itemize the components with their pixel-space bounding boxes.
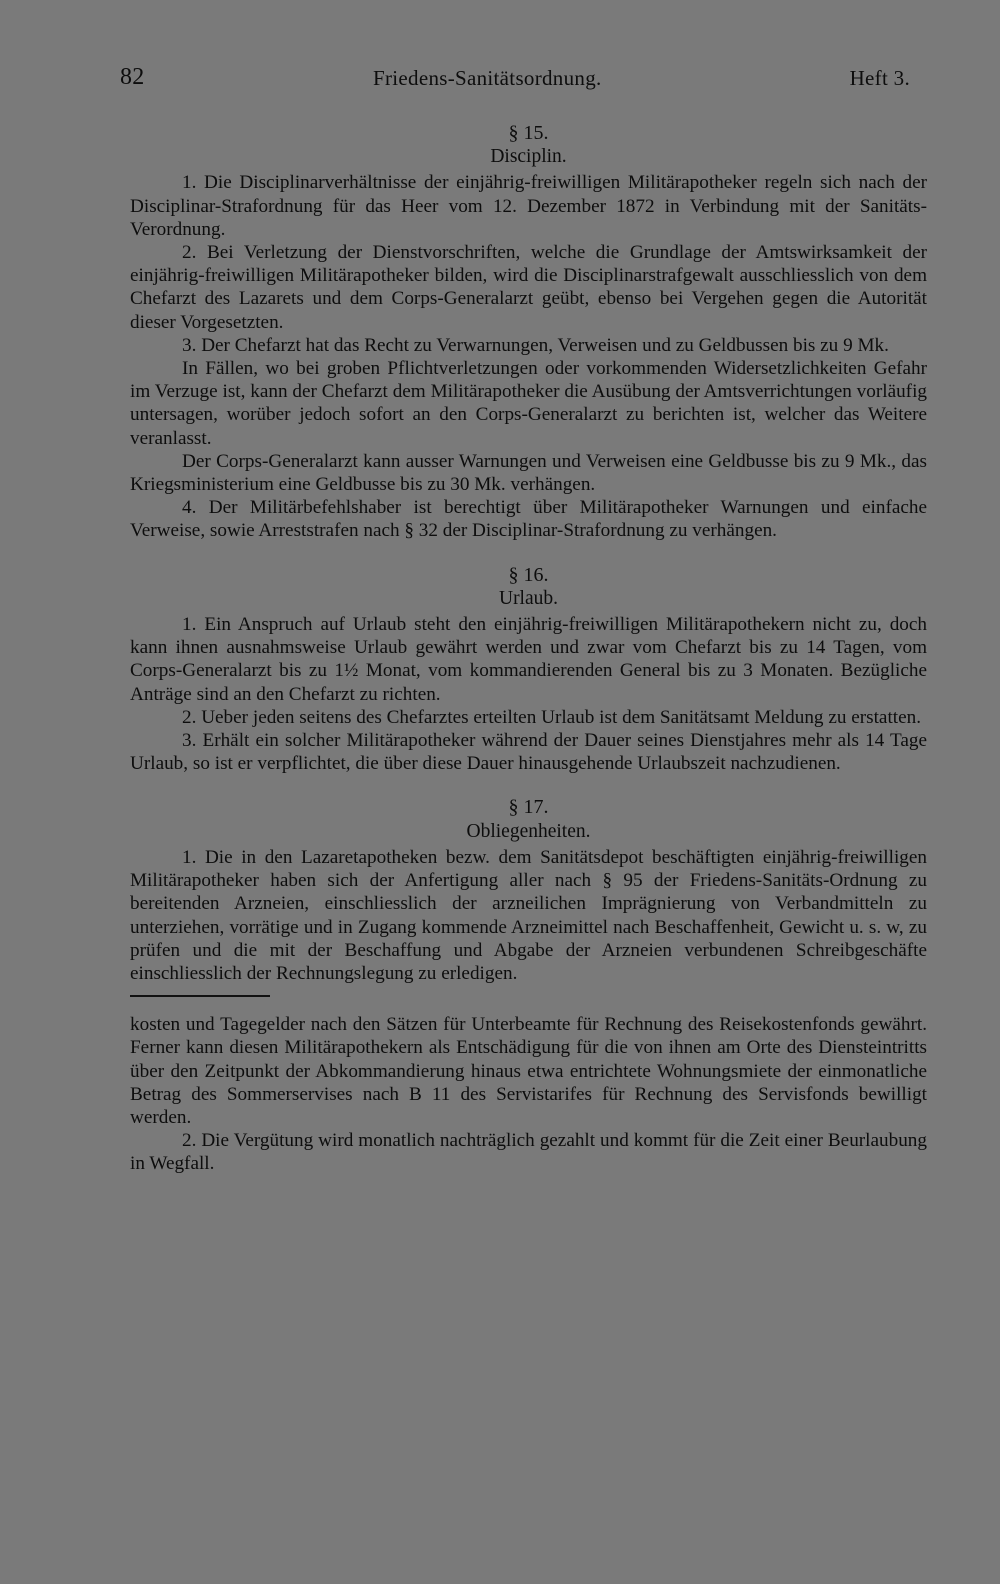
page-number: 82	[120, 64, 145, 90]
section-17	[130, 796, 927, 985]
paragraph: 3. Der Chefarzt hat das Recht zu Verwarnungen, Verweisen und zu Geldbussen bis zu 9 Mk.	[182, 334, 889, 356]
footnote-divider	[130, 995, 270, 997]
section-title: Obliegenheiten.	[466, 820, 591, 842]
footnote-paragraph: kosten und Tagegelder nach den Sätzen für Unterbeamte für Rechnung des Reisekostenfonds gewährt. Ferner kann diesen Militärapothekern als Entschädigung für die von ihnen am Orte des Diensteintritts über den Zeitpunkt der Abkommandierung hinaus etwa entrichtete Wohnungsmiete der einmonatliche Betrag des Sommerservises nach B 11 des Servistarifes für Rechnung des Servisfonds bewilligt werden.	[130, 1014, 927, 1128]
paragraph: 1. Die in den Lazaretapotheken bezw. dem Sanitätsdepot beschäftigten einjährig-freiwilligen Militärapotheker haben sich der Anfertigung aller nach § 95 der Friedens-Sanitäts-Ordnung zu bereitenden Arzneien, einschliesslich der arzneilichen Imprägnierung von Verbandmitteln zu unterziehen, vorrätige und in Zugang kommende Arzneimittel nach Beschaffenheit, Gewicht u. s. w, zu prüfen und die mit der Beschaffung und Abgabe der Arzneien verbundenen Schreibgeschäfte einschliesslich der Rechnungslegung zu erledigen.	[130, 846, 927, 984]
paragraph: Der Corps-Generalarzt kann ausser Warnungen und Verweisen eine Geldbusse bis zu 9 Mk., das Kriegsministerium eine Geldbusse bis zu 30 Mk. verhängen.	[130, 450, 927, 496]
footnote-paragraph: 2. Die Vergütung wird monatlich nachträglich gezahlt und kommt für die Zeit einer Beurlaubung in Wegfall.	[130, 1130, 927, 1175]
paragraph: 1. Die Disciplinarverhältnisse der einjährig-freiwilligen Militärapotheker regeln sich nach der Disciplinar-Strafordnung für das Heer vom 12. Dezember 1872 in Verbindung mit der Sanitäts-Verordnung.	[130, 172, 927, 240]
section-title: Urlaub.	[498, 587, 559, 609]
section-15	[130, 122, 927, 543]
paragraph: 3. Erhält ein solcher Militärapotheker während der Dauer seines Dienstjahres mehr als 14 Tage Urlaub, so ist er verpflichtet, die über diese Dauer hinausgehende Urlaubszeit nachzudienen.	[130, 730, 927, 775]
section-16	[130, 564, 927, 776]
body-text	[130, 122, 927, 1176]
section-number: § 16.	[508, 563, 549, 586]
paragraph: 2. Bei Verletzung der Dienstvorschriften, welche die Grundlage der Amtswirksamkeit der einjährig-freiwilligen Militärapotheker bilden, wird die Disciplinarstrafgewalt ausschliesslich von dem Chefarzt des Lazarets und dem Corps-Generalarzt geübt, ebenso bei Vergehen gegen die Autorität dieser Vorgesetzten.	[130, 242, 927, 333]
issue-label: Heft 3.	[849, 66, 910, 90]
running-title: Friedens-Sanitätsordnung.	[373, 66, 602, 90]
paragraph: In Fällen, wo bei groben Pflichtverletzungen oder vorkommenden Widersetzlichkeiten Gefahr im Verzuge ist, kann der Chefarzt dem Militärapotheker die Ausübung der Amtsverrichtungen vorläufig untersagen, worüber jedoch sofort an den Corps-Generalarzt zu berichten ist, welcher das Weitere veranlasst.	[130, 358, 927, 449]
section-number: § 17.	[508, 796, 549, 819]
paragraph: 2. Ueber jeden seitens des Chefarztes erteilten Urlaub ist dem Sanitätsamt Meldung zu erstatten.	[182, 706, 922, 728]
page-header	[120, 64, 910, 96]
section-title: Disciplin.	[490, 146, 567, 168]
section-number: § 15.	[508, 122, 549, 144]
paragraph: 1. Ein Anspruch auf Urlaub steht den einjährig-freiwilligen Militärapothekern nicht zu, doch kann ihnen ausnahmsweise Urlaub gewährt werden und zwar vom Chefarzt bis zu 14 Tagen, vom Corps-Generalarzt bis zu 1½ Monat, vom kommandierenden General bis zu 3 Monaten. Bezügliche Anträge sind an den Chefarzt zu richten.	[130, 614, 927, 705]
paragraph: 4. Der Militärbefehlshaber ist berechtigt über Militärapotheker Warnungen und einfache Verweise, sowie Arreststrafen nach § 32 der Disciplinar-Strafordnung zu verhängen.	[130, 497, 927, 542]
footnote	[130, 1013, 927, 1175]
